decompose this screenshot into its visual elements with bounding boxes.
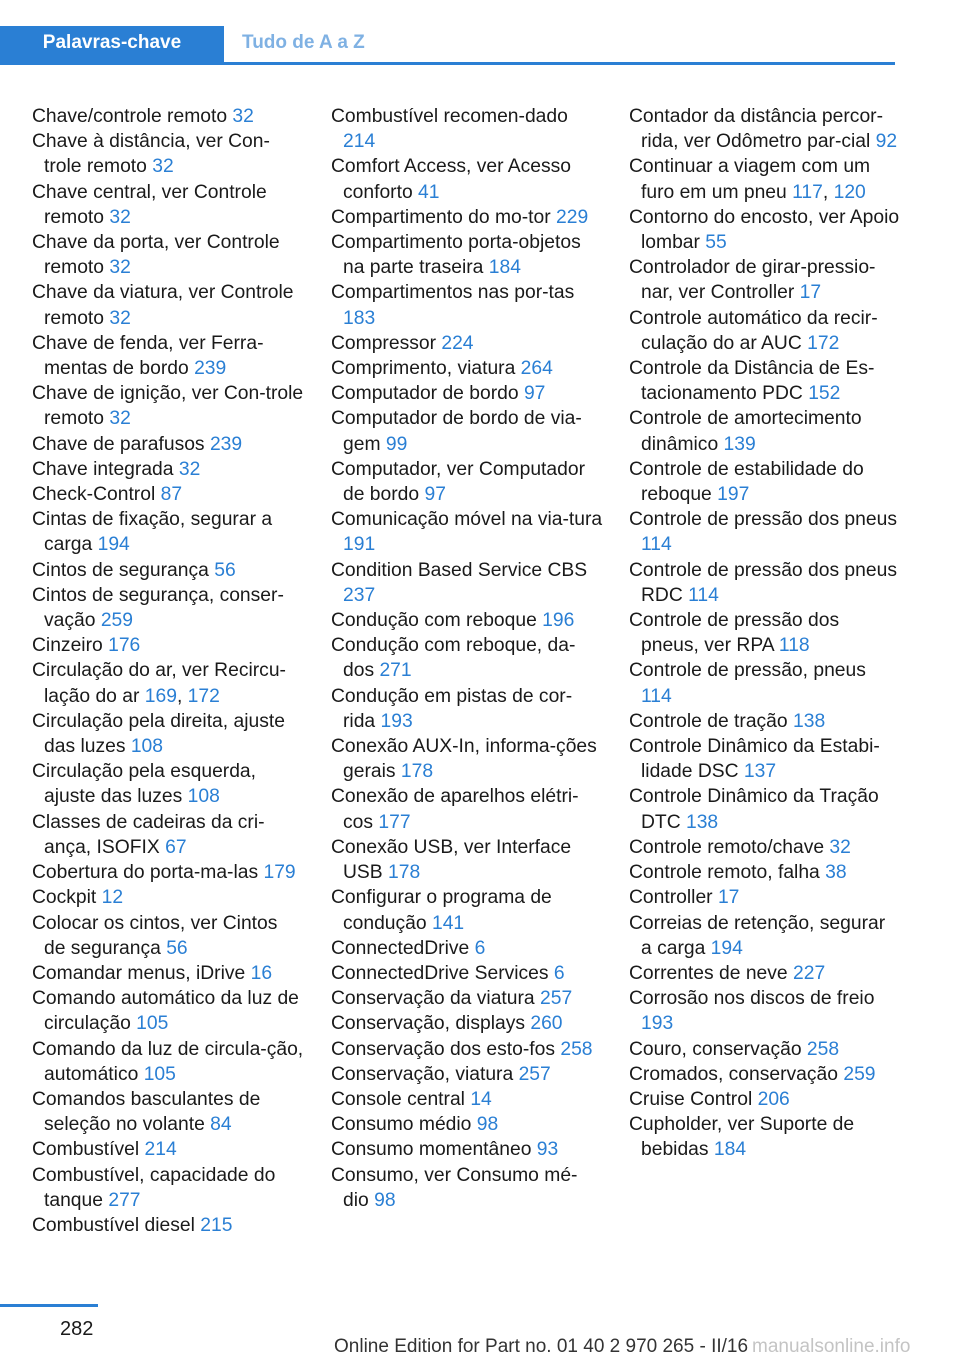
index-entry: [629, 457, 901, 507]
index-entry-text: Chave à distância, ver Con-trole remoto: [32, 131, 270, 178]
page-ref-link[interactable]: 237: [343, 584, 376, 606]
index-entry: [331, 230, 603, 280]
index-entry: [331, 633, 603, 683]
index-entry-text: Chave da porta, ver Controle remoto: [32, 232, 280, 279]
index-entry-text: Contorno do encosto, ver Apoio lombar: [629, 206, 900, 254]
page-ref-link[interactable]: 97: [523, 383, 546, 405]
index-entry-text: Controle de estabilidade do reboque: [629, 458, 864, 506]
page-ref-link[interactable]: 184: [713, 1139, 747, 1161]
index-entry-text: Cupholder, ver Suporte de bebidas: [629, 1114, 855, 1161]
index-entry-text: Conservação, viatura: [331, 1063, 519, 1085]
page-ref-link[interactable]: 224: [441, 332, 474, 354]
index-entry-text: Cruise Control: [629, 1088, 758, 1110]
index-entry: [331, 1163, 603, 1213]
index-column-1: [32, 104, 304, 1238]
index-entry: [32, 583, 304, 633]
index-entry: [629, 406, 901, 456]
page-ref-link[interactable]: 6: [553, 962, 565, 984]
page-ref-link[interactable]: 214: [144, 1139, 177, 1161]
index-entry: [32, 104, 304, 129]
page-ref-link[interactable]: 105: [143, 1063, 176, 1085]
index-entry: [331, 1037, 603, 1062]
index-entry: [32, 381, 304, 431]
index-entry: [32, 129, 304, 179]
index-entry-text: Computador, ver Computador de bordo: [331, 458, 585, 506]
page-ref-link[interactable]: 118: [778, 635, 810, 657]
index-entry: [331, 835, 603, 885]
page-ref-link[interactable]: 179: [263, 862, 296, 884]
index-entry: [629, 1112, 901, 1162]
page-ref-link[interactable]: 169: [144, 685, 177, 707]
index-entry-text: Chave de ignição, ver Con-trole remoto: [32, 383, 304, 430]
index-entry: [629, 709, 901, 734]
tab-tudo-de-a-a-z[interactable]: Tudo de A a Z: [242, 32, 365, 53]
index-entry: [32, 280, 304, 330]
index-entry-text: Controle de pressão dos pneus RDC: [629, 559, 897, 606]
page-ref-link[interactable]: 197: [717, 484, 750, 506]
page-ref-link[interactable]: 108: [130, 736, 163, 758]
page-ref-link[interactable]: 277: [108, 1189, 141, 1211]
ref-separator: ,: [176, 685, 188, 707]
index-entry: [331, 381, 603, 406]
index-entry-text: Chave de parafusos: [32, 433, 210, 455]
index-entry-text: Comandos basculantes de seleção no volante: [32, 1088, 261, 1136]
index-entry-text: Cintos de segurança, conser-vação: [32, 584, 284, 632]
page-ref-link[interactable]: 177: [378, 811, 411, 833]
index-entry: [331, 1062, 603, 1087]
page-ref-link[interactable]: 194: [710, 937, 743, 959]
index-entry-text: Consumo momentâneo: [331, 1139, 537, 1161]
index-entry-text: Controle remoto, falha: [629, 862, 826, 884]
index-entry: [331, 457, 603, 507]
page-ref-link[interactable]: 32: [109, 257, 131, 279]
index-entry: [32, 432, 304, 457]
page-ref-link[interactable]: 194: [97, 534, 130, 556]
index-entry-text: Comando automático da luz de circulação: [32, 988, 299, 1035]
index-entry-text: Classes de cadeiras da cri-ança, ISOFIX: [32, 811, 265, 858]
index-entry: [331, 558, 603, 608]
index-entry: [629, 154, 901, 204]
page-ref-link[interactable]: 138: [793, 710, 826, 732]
index-entry: [629, 608, 901, 658]
page-ref-link[interactable]: 105: [136, 1013, 169, 1035]
index-entry-text: Consumo médio: [331, 1114, 477, 1136]
page-ref-link[interactable]: 257: [518, 1063, 551, 1085]
index-entry: [629, 885, 901, 910]
page-ref-link[interactable]: 114: [641, 685, 672, 707]
index-entry-text: Circulação pela esquerda, ajuste das luzes: [32, 761, 257, 808]
page-ref-link[interactable]: 259: [843, 1063, 876, 1085]
index-entry-text: Controle de amortecimento dinâmico: [629, 408, 862, 455]
index-entry-text: Conservação da viatura: [331, 988, 540, 1010]
index-entry: [331, 1011, 603, 1036]
index-entry: [32, 482, 304, 507]
index-entry-text: Condução com reboque: [331, 610, 543, 632]
index-entry: [32, 1137, 304, 1162]
index-entry: [32, 180, 304, 230]
index-entry: [32, 911, 304, 961]
index-entry-text: Conexão AUX-In, informa-ções gerais: [331, 736, 597, 783]
index-entry-text: Combustível: [32, 1139, 145, 1161]
index-entry-text: ConnectedDrive Services: [331, 962, 554, 984]
index-entry-text: Combustível diesel: [32, 1214, 201, 1236]
index-entry: [629, 205, 901, 255]
page-ref-link[interactable]: 193: [380, 710, 413, 732]
index-entry: [629, 356, 901, 406]
index-entry: [32, 558, 304, 583]
index-entry-text: Computador de bordo: [331, 383, 524, 405]
index-entry-text: Colocar os cintos, ver Cintos de segurança: [32, 912, 278, 959]
index-entry-text: Comprimento, viatura: [331, 358, 521, 380]
page-ref-link[interactable]: 17: [799, 282, 822, 304]
page-ref-link[interactable]: 214: [343, 131, 376, 153]
index-entry: [629, 784, 901, 834]
index-entry: [331, 104, 603, 154]
footer-rule: [0, 1304, 98, 1307]
index-entry: [32, 1087, 304, 1137]
index-entry-text: Consumo, ver Consumo mé-dio: [331, 1164, 578, 1211]
index-entry: [331, 784, 603, 834]
page-ref-link[interactable]: 172: [187, 685, 220, 707]
page-ref-link[interactable]: 178: [400, 761, 434, 783]
page-ref-link[interactable]: 139: [723, 433, 756, 455]
page-ref-link[interactable]: 152: [808, 383, 841, 405]
page-ref-link[interactable]: 138: [685, 811, 719, 833]
index-entry: [331, 1087, 603, 1112]
page-ref-link[interactable]: 99: [385, 433, 408, 455]
page-ref-link[interactable]: 87: [160, 484, 183, 506]
page-ref-link[interactable]: 12: [101, 887, 124, 909]
index-entry-text: Continuar a viagem com um furo em um pneu: [629, 156, 871, 203]
index-entry: [331, 280, 603, 330]
index-entry: [629, 734, 901, 784]
index-entry: [331, 986, 603, 1011]
index-entry: [629, 911, 901, 961]
index-entry: [32, 507, 304, 557]
page-ref-link[interactable]: 98: [374, 1189, 396, 1211]
page-ref-link[interactable]: 257: [540, 988, 573, 1010]
index-entry: [32, 633, 304, 658]
index-entry: [32, 230, 304, 280]
index-entry: [331, 734, 603, 784]
page-ref-link[interactable]: 32: [152, 156, 174, 178]
index-entry: [629, 860, 901, 885]
index-entry-text: Cintas de fixação, segurar a carga: [32, 509, 273, 556]
page-ref-link[interactable]: 260: [530, 1013, 563, 1035]
page-ref-link[interactable]: 239: [194, 358, 227, 380]
index-entry-text: Compartimento porta-objetos na parte traseira: [331, 232, 581, 279]
index-entry-text: Chave/controle remoto: [32, 106, 233, 127]
index-entry-text: Compressor: [331, 332, 442, 354]
index-entry: [331, 885, 603, 935]
page-ref-link[interactable]: 191: [343, 534, 376, 556]
index-entry: [331, 507, 603, 557]
page-ref-link[interactable]: 178: [388, 862, 421, 884]
page-ref-link[interactable]: 6: [474, 937, 486, 959]
index-entry-text: Computador de bordo de via-gem: [331, 408, 582, 455]
index-entry: [629, 1062, 901, 1087]
index-entry: [629, 104, 901, 154]
page-ref-link[interactable]: 32: [109, 307, 131, 329]
index-entry: [32, 759, 304, 809]
page-ref-link[interactable]: 114: [688, 584, 719, 606]
index-entry-text: Conexão USB, ver Interface USB: [331, 836, 572, 884]
watermark: manualsonline.info: [752, 1336, 911, 1357]
index-entry: [32, 1163, 304, 1213]
index-entry: [331, 356, 603, 381]
page-number: 282: [60, 1318, 94, 1340]
index-entry: [32, 986, 304, 1036]
index-entry-text: Circulação do ar, ver Recircu-lação do ar: [32, 660, 286, 707]
page-ref-link[interactable]: 55: [705, 232, 727, 254]
index-entry: [331, 1112, 603, 1137]
index-entry-text: Controle automático da recir-culação do ar AUC: [629, 307, 878, 354]
index-entry-text: Controle de pressão, pneus: [629, 660, 866, 682]
index-entry: [32, 709, 304, 759]
page-ref-link[interactable]: 92: [875, 131, 898, 153]
index-entry-text: Controle de pressão dos pneus: [629, 509, 897, 531]
index-entry-text: Corrosão nos discos de freio: [629, 988, 875, 1010]
page-ref-link[interactable]: 98: [476, 1114, 499, 1136]
index-entry-text: Compartimento do mo-tor: [331, 206, 557, 228]
index-entry: [331, 406, 603, 456]
page-ref-link[interactable]: 183: [343, 307, 376, 329]
index-entry: [32, 331, 304, 381]
index-column-2: [331, 104, 603, 1213]
page-ref-link[interactable]: 239: [209, 433, 243, 455]
index-entry: [32, 961, 304, 986]
index-entry-text: Combustível, capacidade do tanque: [32, 1164, 276, 1211]
index-entry-text: Chave integrada: [32, 458, 179, 480]
index-entry: [331, 154, 603, 204]
index-entry-text: Controller: [629, 887, 718, 909]
page-ref-link[interactable]: 206: [757, 1088, 790, 1110]
page-ref-link[interactable]: 32: [109, 206, 131, 228]
page-ref-link[interactable]: 32: [178, 458, 201, 480]
index-entry-text: Comando da luz de circula-ção, automático: [32, 1038, 304, 1085]
page-ref-link[interactable]: 215: [200, 1214, 233, 1236]
page-ref-link[interactable]: 97: [424, 484, 446, 506]
index-entry-text: Comfort Access, ver Acesso conforto: [331, 156, 572, 203]
tab-palavras-chave[interactable]: Palavras-chave: [0, 26, 224, 62]
index-entry-text: Correntes de neve: [629, 962, 793, 984]
index-entry: [331, 1137, 603, 1162]
index-entry: [331, 608, 603, 633]
index-entry-text: Controle da Distância de Es-tacionamento PDC: [629, 358, 875, 405]
index-entry: [629, 1087, 901, 1112]
index-entry-text: Comunicação móvel na via-tura: [331, 509, 603, 531]
index-entry-text: Contador da distância percor-rida, ver Odômetro par-cial: [629, 106, 884, 153]
page-ref-link[interactable]: 117: [792, 181, 823, 203]
index-entry: [331, 936, 603, 961]
index-entry: [629, 658, 901, 708]
index-entry-text: Chave da viatura, ver Controle remoto: [32, 282, 294, 329]
index-entry-text: Condução em pistas de cor-rida: [331, 685, 573, 732]
index-entry-text: Check-Control: [32, 484, 161, 506]
index-entry: [32, 1037, 304, 1087]
page-ref-link[interactable]: 176: [108, 635, 141, 657]
index-entry-text: Controle remoto/chave: [629, 836, 830, 858]
index-entry: [629, 306, 901, 356]
index-entry: [629, 986, 901, 1036]
index-entry-text: Couro, conservação: [629, 1038, 807, 1060]
header-tabbar: [0, 26, 895, 65]
index-entry: [32, 860, 304, 885]
index-entry-text: Controle de pressão dos pneus, ver RPA: [629, 610, 840, 657]
index-entry-text: Controlador de girar-pressio-nar, ver Controller: [629, 257, 876, 304]
page-ref-link[interactable]: 259: [100, 610, 133, 632]
ref-separator: ,: [822, 181, 834, 203]
index-entry-text: Controle Dinâmico da Tração DTC: [629, 786, 879, 833]
index-entry: [32, 1213, 304, 1238]
index-entry-text: Circulação pela direita, ajuste das luzes: [32, 710, 285, 758]
index-entry-text: Comandar menus, iDrive: [32, 962, 251, 984]
page-ref-link[interactable]: 229: [556, 206, 589, 228]
page-ref-link[interactable]: 271: [379, 660, 412, 682]
index-entry-text: Condução com reboque, da-dos: [331, 635, 576, 682]
page-ref-link[interactable]: 32: [109, 408, 131, 430]
index-entry: [629, 1037, 901, 1062]
index-entry-text: Chave de fenda, ver Ferra-mentas de bordo: [32, 332, 264, 380]
index-entry: [629, 558, 901, 608]
index-entry-text: Conexão de aparelhos elétri-cos: [331, 786, 579, 833]
page-ref-link[interactable]: 16: [250, 962, 273, 984]
index-entry: [331, 205, 603, 230]
index-entry-text: Cobertura do porta-ma-las: [32, 862, 264, 884]
index-entry-text: Combustível recomen-dado: [331, 106, 568, 127]
page-ref-link[interactable]: 41: [418, 181, 440, 203]
page-ref-link[interactable]: 227: [793, 962, 826, 984]
page-ref-link[interactable]: 114: [641, 534, 672, 556]
edition-note: Online Edition for Part no. 01 40 2 970 265 - II/16: [334, 1336, 749, 1357]
page-ref-link[interactable]: 93: [536, 1139, 559, 1161]
index-entry: [629, 507, 901, 557]
page-ref-link[interactable]: 32: [232, 106, 254, 127]
index-entry: [629, 835, 901, 860]
page-ref-link[interactable]: 108: [187, 786, 220, 808]
page-ref-link[interactable]: 38: [825, 862, 847, 884]
index-entry-text: Cockpit: [32, 887, 102, 909]
index-entry-text: Compartimentos nas por-tas: [331, 282, 575, 304]
index-entry: [32, 810, 304, 860]
page-ref-link[interactable]: 137: [743, 761, 777, 783]
index-entry: [32, 457, 304, 482]
index-entry-text: Configurar o programa de condução: [331, 887, 552, 934]
index-entry: [629, 255, 901, 305]
page-ref-link[interactable]: 32: [829, 836, 851, 858]
index-entry-text: Cintos de segurança: [32, 559, 215, 581]
page-ref-link[interactable]: 141: [431, 912, 465, 934]
index-entry-text: Cinzeiro: [32, 635, 109, 657]
index-entry-text: Correias de retenção, segurar a carga: [629, 912, 886, 959]
index-entry: [629, 961, 901, 986]
index-entry-text: Chave central, ver Controle remoto: [32, 181, 267, 228]
index-entry-text: Conservação, displays: [331, 1013, 531, 1035]
index-entry: [32, 658, 304, 708]
index-entry: [331, 331, 603, 356]
index-column-3: [629, 104, 901, 1163]
index-entry-text: ConnectedDrive: [331, 937, 475, 959]
page-ref-link[interactable]: 120: [833, 181, 866, 203]
page-ref-link[interactable]: 172: [807, 332, 840, 354]
page-ref-link[interactable]: 264: [520, 358, 553, 380]
page-ref-link[interactable]: 56: [166, 937, 188, 959]
page-ref-link[interactable]: 84: [210, 1114, 232, 1136]
index-entry-text: Controle Dinâmico da Estabi-lidade DSC: [629, 736, 880, 783]
page-ref-link[interactable]: 258: [806, 1038, 840, 1060]
index-entry: [331, 684, 603, 734]
page-ref-link[interactable]: 17: [717, 887, 740, 909]
page-ref-link[interactable]: 56: [214, 559, 236, 581]
index-entry-text: Condition Based Service CBS: [331, 559, 588, 581]
index-entry: [32, 885, 304, 910]
page-ref-link[interactable]: 193: [641, 1013, 674, 1035]
page-ref-link[interactable]: 258: [560, 1038, 593, 1060]
index-entry-text: Conservação dos esto-fos: [331, 1038, 561, 1060]
page-ref-link[interactable]: 184: [488, 257, 521, 279]
page-ref-link[interactable]: 14: [470, 1088, 492, 1110]
index-entry-text: Console central: [331, 1088, 471, 1110]
page-ref-link[interactable]: 67: [165, 836, 187, 858]
index-entry: [331, 961, 603, 986]
index-entry-text: Controle de tração: [629, 710, 793, 732]
page-ref-link[interactable]: 196: [542, 610, 575, 632]
index-entry-text: Cromados, conservação: [629, 1063, 844, 1085]
